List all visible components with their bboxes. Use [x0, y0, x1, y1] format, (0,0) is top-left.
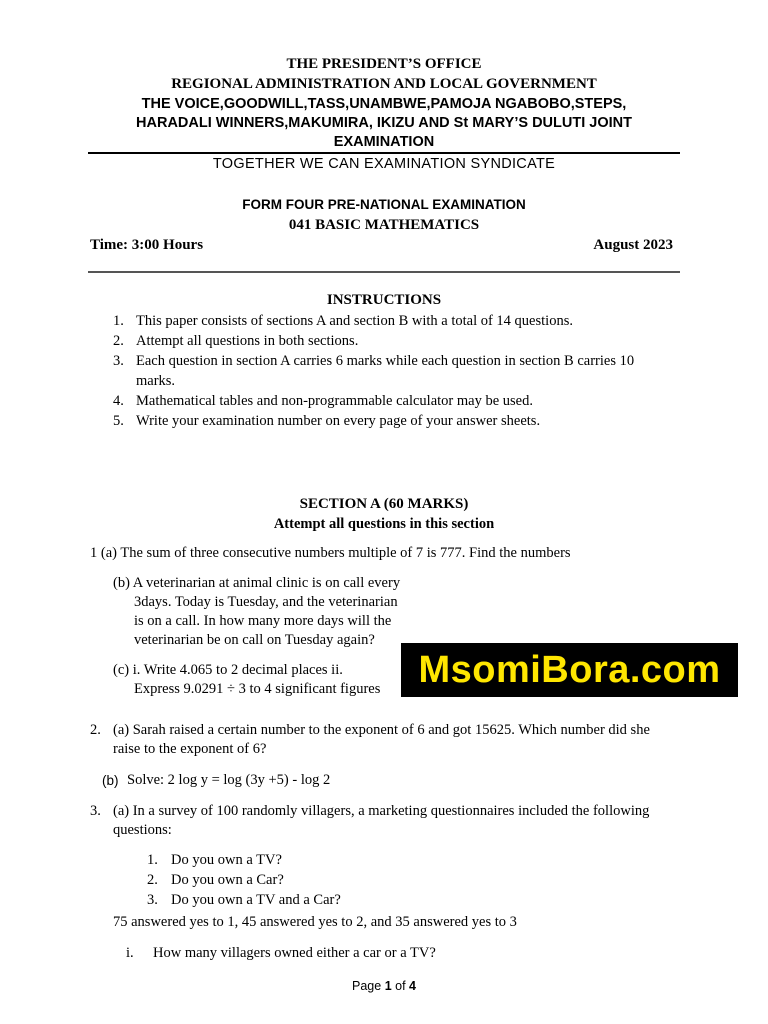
exam-title: FORM FOUR PRE-NATIONAL EXAMINATION	[242, 197, 526, 212]
q1-part-b-line1: (b) A veterinarian at animal clinic is on call every	[113, 575, 401, 591]
q2-number: 2.	[90, 722, 101, 738]
q2-part-a-line2: raise to the exponent of 6?	[113, 741, 267, 757]
survey-question-1	[147, 851, 282, 870]
header-office: THE PRESIDENT’S OFFICE	[286, 56, 482, 72]
survey-question-3	[147, 891, 341, 910]
page-mid: of	[391, 979, 410, 993]
q3-part-a-line2: questions:	[113, 822, 172, 838]
q1-part-c-line2: Express 9.0291 ÷ 3 to 4 significant figures	[134, 681, 381, 697]
header-regional: REGIONAL ADMINISTRATION AND LOCAL GOVERNMENT	[171, 76, 597, 92]
header-divider	[88, 152, 680, 154]
header-schools-1: THE VOICE,GOODWILL,TASS,UNAMBWE,PAMOJA NGABOBO,STEPS,	[141, 96, 627, 112]
instruction-text: Write your examination number on every page of your answer sheets.	[136, 413, 541, 429]
section-a-title: SECTION A (60 MARKS)	[299, 496, 469, 512]
instruction-text: This paper consists of sections A and section B with a total of 14 questions.	[136, 313, 573, 329]
q1-part-b-line4: veterinarian be on call on Tuesday again?	[134, 632, 375, 648]
page-prefix: Page	[352, 979, 385, 993]
survey-question-2	[147, 871, 284, 890]
instruction-number: 2.	[113, 333, 124, 349]
page-total: 4	[409, 979, 416, 993]
q2-part-b-equation: Solve: 2 log y = log (3y +5) - log 2	[127, 772, 331, 788]
survey-question-text: Do you own a TV and a Car?	[171, 892, 341, 908]
instruction-text: marks.	[136, 373, 176, 389]
syndicate-name: TOGETHER WE CAN EXAMINATION SYNDICATE	[212, 156, 556, 172]
survey-question-number: 3.	[147, 892, 158, 908]
exam-time: Time: 3:00 Hours	[90, 237, 204, 253]
instruction-number: 3.	[113, 353, 124, 369]
q3-number: 3.	[90, 803, 101, 819]
time-divider	[88, 271, 680, 273]
survey-question-number: 1.	[147, 852, 158, 868]
instructions-title: INSTRUCTIONS	[326, 292, 442, 308]
header-schools-2: HARADALI WINNERS,MAKUMIRA, IKIZU AND St MARY’S DULUTI JOINT	[136, 115, 632, 131]
instruction-number: 4.	[113, 393, 124, 409]
subject-title: 041 BASIC MATHEMATICS	[288, 217, 480, 233]
instruction-number: 1.	[113, 313, 124, 329]
q3-sub-i-number: i.	[126, 945, 134, 961]
q1-part-c-line1: (c) i. Write 4.065 to 2 decimal places ii.	[113, 662, 343, 678]
q3-sub-i-text: How many villagers owned either a car or a TV?	[153, 945, 436, 961]
q3-part-a-line1: (a) In a survey of 100 randomly villagers, a marketing questionnaires included the following	[113, 803, 650, 819]
exam-date: August 2023	[593, 237, 673, 253]
instruction-text: Mathematical tables and non-programmable calculator may be used.	[136, 393, 533, 409]
q2-part-b-label: (b)	[102, 773, 119, 788]
msomibora-logo: MsomiBora.com	[401, 643, 738, 697]
survey-answers: 75 answered yes to 1, 45 answered yes to 2, and 35 answered yes to 3	[113, 914, 517, 930]
instruction-text: Each question in section A carries 6 marks while each question in section B carries 10	[136, 353, 635, 369]
q2-part-a-line1: (a) Sarah raised a certain number to the exponent of 6 and got 15625. Which number did she	[113, 722, 650, 738]
q1-part-a: 1 (a) The sum of three consecutive numbers multiple of 7 is 777. Find the numbers	[90, 545, 571, 561]
instruction-text: Attempt all questions in both sections.	[136, 333, 359, 349]
page-number: 1	[384, 979, 392, 993]
section-a-subtitle: Attempt all questions in this section	[273, 516, 495, 532]
survey-question-number: 2.	[147, 872, 158, 888]
header-schools-3: EXAMINATION	[333, 134, 435, 150]
survey-question-text: Do you own a TV?	[171, 852, 282, 868]
q1-part-b-line3: is on a call. In how many more days will the	[134, 613, 392, 629]
page-footer	[0, 979, 768, 993]
survey-question-text: Do you own a Car?	[171, 872, 284, 888]
instruction-number: 5.	[113, 413, 124, 429]
q1-part-b-line2: 3days. Today is Tuesday, and the veterinarian	[134, 594, 398, 610]
